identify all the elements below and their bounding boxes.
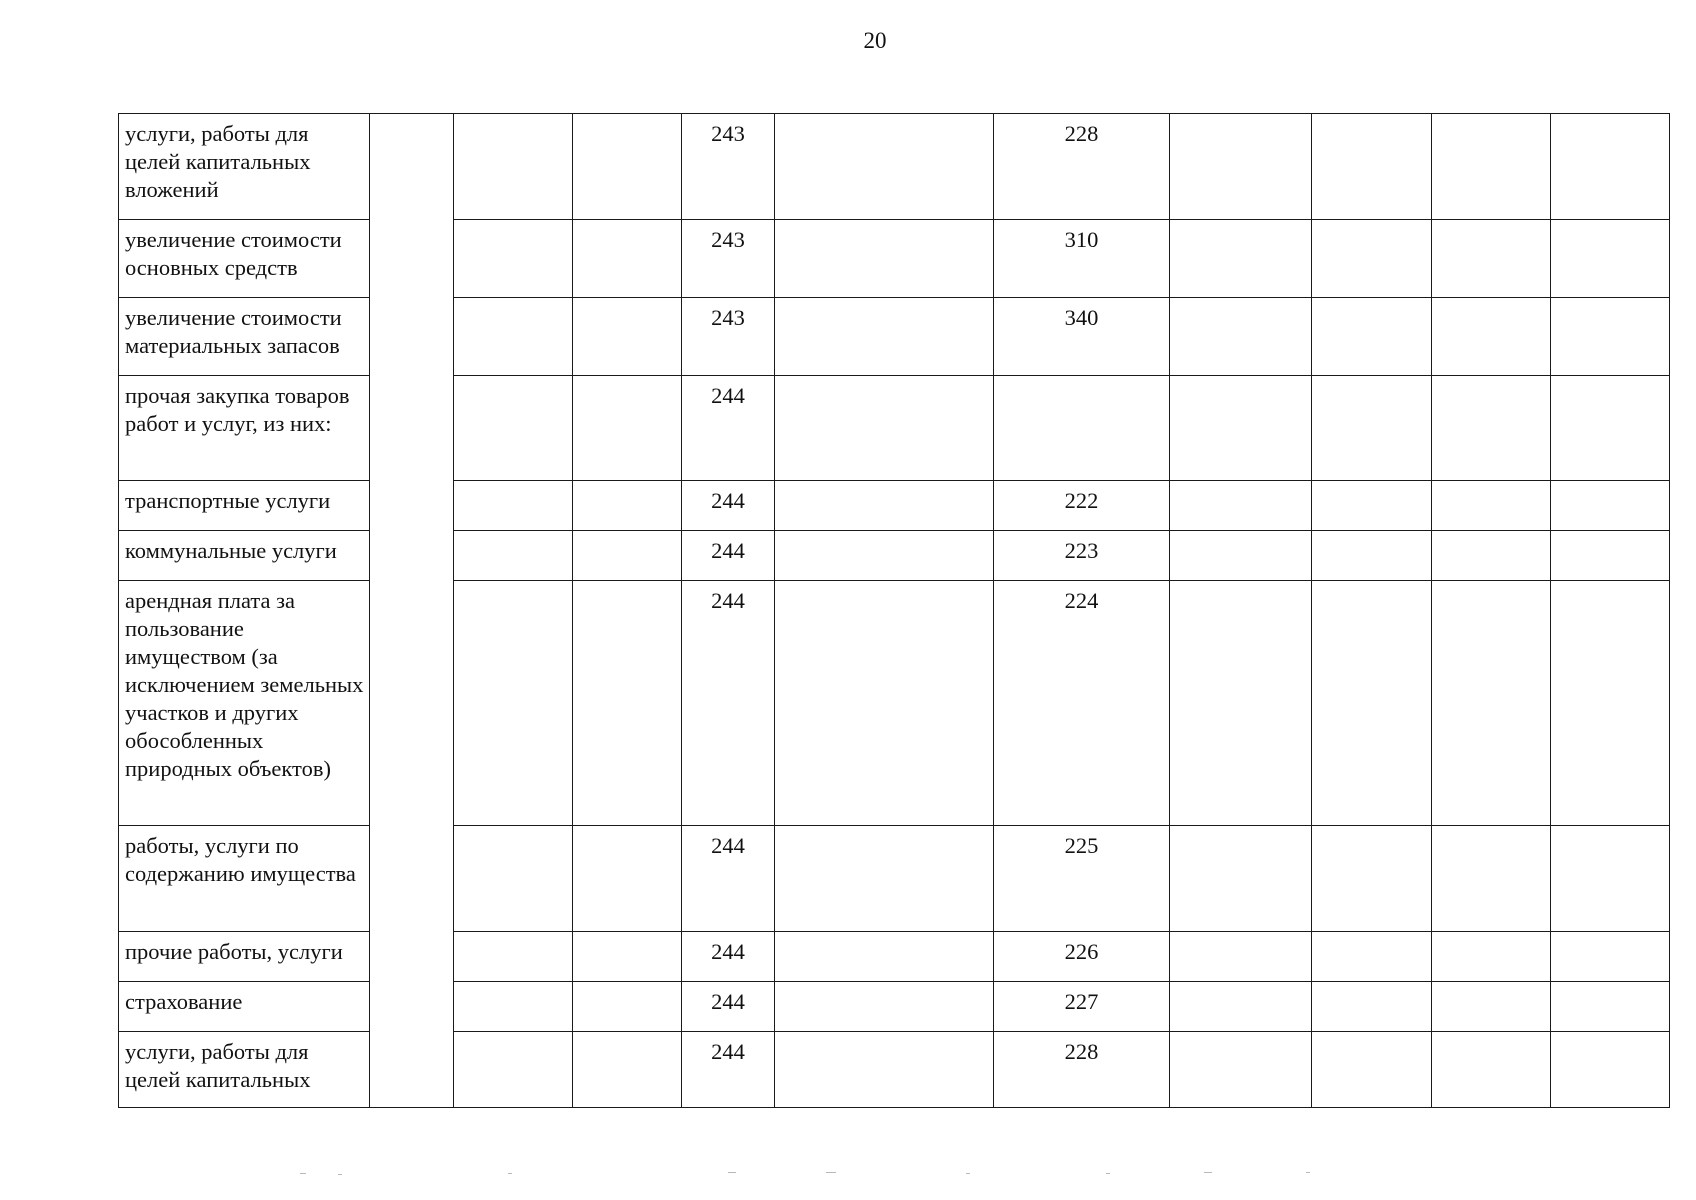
cell-vr-code: 244 <box>682 826 775 932</box>
cell-empty <box>573 220 682 298</box>
cell-code3 <box>775 932 994 982</box>
cell-empty <box>1432 298 1551 376</box>
cell-kosgu: 224 <box>994 581 1170 826</box>
cell-empty <box>1312 826 1432 932</box>
cell-vr-code: 244 <box>682 581 775 826</box>
cell-empty <box>1432 982 1551 1032</box>
table-row <box>119 982 1670 1032</box>
cell-empty <box>1170 220 1312 298</box>
table-body <box>119 114 1670 1108</box>
cell-kosgu: 310 <box>994 220 1170 298</box>
cell-kosgu <box>994 376 1170 481</box>
cell-code1 <box>454 932 573 982</box>
cell-empty <box>1551 481 1670 531</box>
table-row <box>119 114 1670 220</box>
scan-speck <box>1106 1173 1110 1174</box>
cell-empty <box>1551 932 1670 982</box>
cell-empty <box>1432 932 1551 982</box>
cell-empty <box>1170 298 1312 376</box>
cell-vr-code: 243 <box>682 220 775 298</box>
row-name: прочие работы, услуги <box>119 932 370 982</box>
cell-empty <box>1312 220 1432 298</box>
cell-empty <box>1432 114 1551 220</box>
table-row <box>119 220 1670 298</box>
cell-code3 <box>775 1032 994 1108</box>
row-name: работы, услуги по содержанию имущества <box>119 826 370 932</box>
scan-speck <box>508 1173 512 1174</box>
cell-vr-code: 244 <box>682 481 775 531</box>
table-row <box>119 1032 1670 1108</box>
row-name: увеличение стоимости материальных запасов <box>119 298 370 376</box>
budget-table <box>118 113 1670 1108</box>
cell-code3 <box>775 481 994 531</box>
cell-empty <box>1170 932 1312 982</box>
cell-empty <box>573 1032 682 1108</box>
cell-empty <box>1170 481 1312 531</box>
cell-code3 <box>775 114 994 220</box>
cell-vr-code: 244 <box>682 982 775 1032</box>
cell-kosgu: 222 <box>994 481 1170 531</box>
cell-kosgu: 227 <box>994 982 1170 1032</box>
cell-empty <box>1312 982 1432 1032</box>
cell-empty <box>573 481 682 531</box>
cell-empty <box>1432 826 1551 932</box>
cell-empty <box>1432 581 1551 826</box>
row-name: страхование <box>119 982 370 1032</box>
row-name: услуги, работы для целей капитальных <box>119 1032 370 1108</box>
cell-empty <box>1432 376 1551 481</box>
cell-kosgu: 228 <box>994 114 1170 220</box>
cell-empty <box>573 826 682 932</box>
cell-code1 <box>454 531 573 581</box>
cell-empty <box>1312 114 1432 220</box>
cell-empty <box>573 581 682 826</box>
table-row <box>119 531 1670 581</box>
cell-code1 <box>454 114 573 220</box>
cell-code3 <box>775 220 994 298</box>
cell-vr-code: 244 <box>682 932 775 982</box>
table-row <box>119 826 1670 932</box>
table-row <box>119 298 1670 376</box>
cell-empty <box>573 982 682 1032</box>
cell-empty <box>1432 1032 1551 1108</box>
cell-code3 <box>775 376 994 481</box>
cell-empty <box>1170 982 1312 1032</box>
scan-speck <box>966 1173 970 1174</box>
row-name: коммунальные услуги <box>119 531 370 581</box>
cell-empty <box>1170 581 1312 826</box>
cell-empty <box>1551 982 1670 1032</box>
cell-empty <box>573 531 682 581</box>
scan-speck <box>338 1174 342 1175</box>
row-name: транспортные услуги <box>119 481 370 531</box>
cell-kosgu: 223 <box>994 531 1170 581</box>
cell-vr-code: 244 <box>682 376 775 481</box>
cell-code1 <box>454 220 573 298</box>
table-row <box>119 481 1670 531</box>
cell-empty <box>1312 481 1432 531</box>
page-number: 20 <box>863 28 887 53</box>
cell-empty <box>1312 1032 1432 1108</box>
scan-speck <box>728 1172 736 1173</box>
row-name: увеличение стоимости основных средств <box>119 220 370 298</box>
cell-empty <box>1170 376 1312 481</box>
cell-empty <box>1432 531 1551 581</box>
cell-vr-code: 243 <box>682 114 775 220</box>
cell-code3 <box>775 982 994 1032</box>
cell-empty <box>1551 298 1670 376</box>
cell-empty <box>1432 220 1551 298</box>
cell-empty <box>1312 298 1432 376</box>
cell-empty <box>1312 581 1432 826</box>
cell-code1 <box>454 581 573 826</box>
scan-speck <box>300 1173 306 1174</box>
row-name: прочая закупка товаров работ и услуг, из них: <box>119 376 370 481</box>
cell-kosgu: 226 <box>994 932 1170 982</box>
cell-code1 <box>454 826 573 932</box>
cell-empty <box>1170 826 1312 932</box>
cell-code3 <box>775 298 994 376</box>
cell-empty <box>573 114 682 220</box>
table-row <box>119 376 1670 481</box>
cell-empty <box>1312 376 1432 481</box>
cell-empty <box>1170 1032 1312 1108</box>
cell-empty <box>1551 376 1670 481</box>
cell-empty <box>1551 531 1670 581</box>
scan-speck <box>826 1172 836 1173</box>
cell-empty <box>573 932 682 982</box>
cell-code3 <box>775 826 994 932</box>
cell-empty <box>1170 114 1312 220</box>
cell-code1 <box>454 376 573 481</box>
cell-vr-code: 244 <box>682 1032 775 1108</box>
cell-code1 <box>454 298 573 376</box>
cell-kosgu: 228 <box>994 1032 1170 1108</box>
cell-vr-code: 244 <box>682 531 775 581</box>
table-row <box>119 581 1670 826</box>
row-name: арендная плата за пользование имуществом (за исключением земельных участков и других обособленных природных объектов) <box>119 581 370 826</box>
cell-code1 <box>454 1032 573 1108</box>
cell-code3 <box>775 581 994 826</box>
cell-empty <box>1551 826 1670 932</box>
cell-empty <box>1551 581 1670 826</box>
scan-speck <box>1306 1172 1310 1173</box>
row-name: услуги, работы для целей капитальных вложений <box>119 114 370 220</box>
cell-kosgu: 225 <box>994 826 1170 932</box>
cell-empty <box>1551 1032 1670 1108</box>
cell-empty <box>1312 932 1432 982</box>
cell-empty <box>573 298 682 376</box>
cell-empty <box>573 376 682 481</box>
cell-empty <box>1551 114 1670 220</box>
cell-code1 <box>454 481 573 531</box>
cell-code1 <box>454 982 573 1032</box>
cell-empty <box>1170 531 1312 581</box>
merged-empty-cell <box>370 114 454 1108</box>
cell-code3 <box>775 531 994 581</box>
cell-vr-code: 243 <box>682 298 775 376</box>
scan-speck <box>1204 1172 1212 1173</box>
cell-empty <box>1432 481 1551 531</box>
cell-empty <box>1312 531 1432 581</box>
cell-kosgu: 340 <box>994 298 1170 376</box>
table-row <box>119 932 1670 982</box>
cell-empty <box>1551 220 1670 298</box>
